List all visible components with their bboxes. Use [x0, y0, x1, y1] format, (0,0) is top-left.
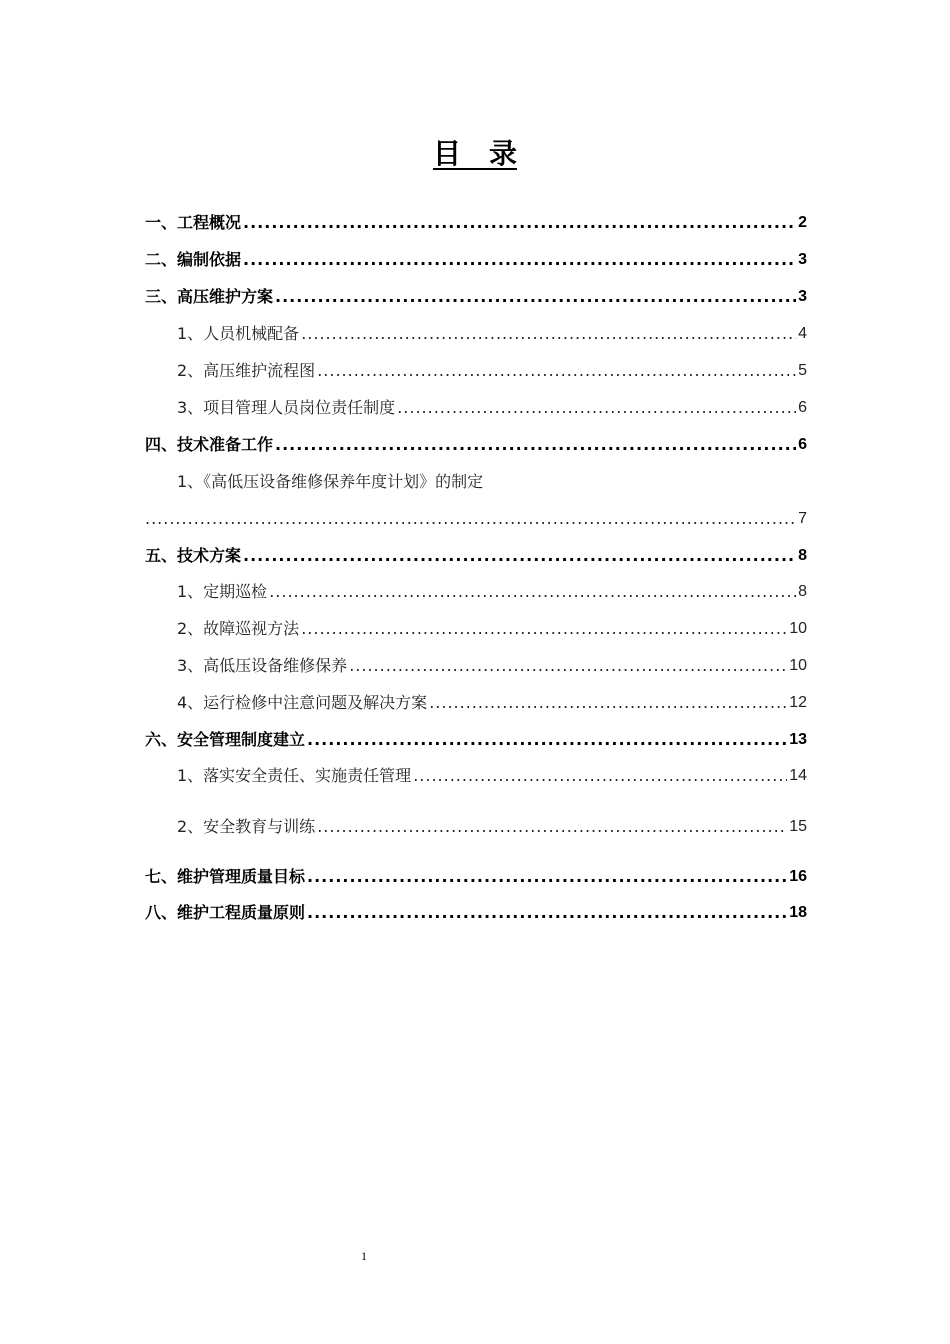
- toc-entry-page: 7: [798, 510, 807, 527]
- toc-entry-page: 12: [789, 694, 807, 711]
- toc-leader: [317, 359, 796, 383]
- toc-leader: [243, 248, 796, 272]
- toc-entry-page: 15: [789, 818, 807, 835]
- toc-entry-label: 五、技术方案: [145, 546, 242, 565]
- toc-subentry-5-4[interactable]: [177, 691, 807, 715]
- toc-entry-2[interactable]: [145, 248, 807, 272]
- toc-entry-page: 3: [798, 251, 807, 268]
- toc-entry-1[interactable]: [145, 211, 807, 235]
- toc-subentry-5-2[interactable]: [177, 617, 807, 641]
- toc-entry-label: 六、安全管理制度建立: [145, 730, 306, 749]
- toc-leader: [145, 507, 796, 531]
- toc-leader: [413, 764, 787, 788]
- toc-entry-label: 二、编制依据: [145, 250, 242, 269]
- toc-leader: [307, 728, 787, 752]
- toc-subentry-4-1[interactable]: [145, 507, 807, 531]
- toc-subentry-5-3[interactable]: [177, 654, 807, 678]
- page-footer: [0, 1249, 728, 1264]
- toc-entry-page: 10: [789, 657, 807, 674]
- toc-entry-label: 3、项目管理人员岗位责任制度: [177, 398, 396, 417]
- toc-entry-label: 1、落实安全责任、实施责任管理: [177, 766, 412, 785]
- toc-subentry-4-1-label[interactable]: 1、《高低压设备维修保养年度计划》的制定: [177, 472, 484, 491]
- toc-entry-page: 10: [789, 620, 807, 637]
- toc-entry-page: 13: [789, 731, 807, 748]
- toc-leader: [243, 544, 796, 568]
- page-title-text: 目 录: [432, 137, 517, 170]
- toc-entry-label: 四、技术准备工作: [145, 435, 274, 454]
- toc-entry-page: 8: [798, 547, 807, 564]
- toc-leader: [301, 617, 787, 641]
- toc-entry-label: 三、高压维护方案: [145, 287, 274, 306]
- toc-leader: [275, 433, 796, 457]
- toc-entry-page: 6: [798, 399, 807, 416]
- toc-entry-label: 3、高低压设备维修保养: [177, 656, 348, 675]
- toc-entry-label: 七、维护管理质量目标: [145, 867, 306, 886]
- toc-leader: [243, 211, 796, 235]
- toc-entry-7[interactable]: [145, 865, 807, 889]
- toc-entry-page: 2: [798, 214, 807, 231]
- toc-subentry-3-2[interactable]: [177, 359, 807, 383]
- toc-entry-page: 4: [798, 325, 807, 342]
- toc-entry-label: 八、维护工程质量原则: [145, 903, 306, 922]
- toc-entry-page: 18: [789, 904, 807, 921]
- toc-entry-page: 8: [798, 583, 807, 600]
- page-title: [0, 132, 950, 172]
- toc-subentry-6-2[interactable]: [177, 815, 807, 839]
- toc-leader: [269, 580, 796, 604]
- toc-subentry-3-1[interactable]: [177, 322, 807, 346]
- toc-subentry-6-1[interactable]: [177, 764, 807, 788]
- page-number: 1: [361, 1249, 367, 1263]
- toc-leader: [317, 815, 787, 839]
- toc-entry-page: 5: [798, 362, 807, 379]
- toc-entry-label: 1、人员机械配备: [177, 324, 300, 343]
- toc-entry-page: 14: [789, 767, 807, 784]
- toc-leader: [429, 691, 787, 715]
- toc-entry-label: 一、工程概况: [145, 213, 242, 232]
- toc-entry-label: 2、高压维护流程图: [177, 361, 316, 380]
- toc-leader: [349, 654, 787, 678]
- toc-entry-3[interactable]: [145, 285, 807, 309]
- toc-leader: [275, 285, 796, 309]
- toc-leader: [307, 901, 787, 925]
- toc-leader: [307, 865, 787, 889]
- toc-leader: [397, 396, 796, 420]
- toc-entry-label: 1、定期巡检: [177, 582, 268, 601]
- toc-subentry-3-3[interactable]: [177, 396, 807, 420]
- toc-subentry-5-1[interactable]: [177, 580, 807, 604]
- toc-entry-8[interactable]: [145, 901, 807, 925]
- toc-entry-label: 2、安全教育与训练: [177, 817, 316, 836]
- toc-entry-page: 16: [789, 868, 807, 885]
- toc-entry-6[interactable]: [145, 728, 807, 752]
- toc-entry-label: 4、运行检修中注意问题及解决方案: [177, 693, 428, 712]
- toc-entry-4[interactable]: [145, 433, 807, 457]
- toc-entry-page: 6: [798, 436, 807, 453]
- toc-entry-page: 3: [798, 288, 807, 305]
- toc-entry-5[interactable]: [145, 544, 807, 568]
- toc-leader: [301, 322, 796, 346]
- toc-entry-label: 2、故障巡视方法: [177, 619, 300, 638]
